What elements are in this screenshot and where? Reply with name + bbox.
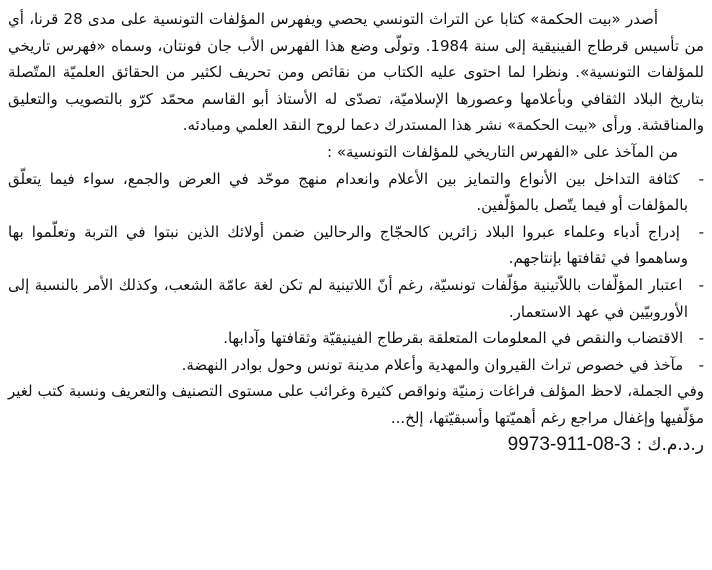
bullet-text: مآخذ في خصوص تراث القيروان والمهدية وأعلام مدينة تونس وحول بوادر النهضة. bbox=[181, 355, 684, 374]
bullet-item-1 bbox=[8, 166, 704, 219]
bullet-mark: - bbox=[698, 169, 704, 188]
bullet-item-5 bbox=[8, 352, 704, 379]
intro-paragraph: أصدر «بيت الحكمة» كتابا عن التراث التونسي يحصي ويفهرس المؤلفات التونسية على مدى 28 قرنا، أي من تأسيس قرطاج الفينيقية إلى سنة 1984. وتولّى وضع هذا الفهرس الأب جان فونتان، وسماه «فهرس تاريخي للمؤلفات التونسية». ونظرا لما احتوى عليه الكتاب من نقائص ومن تحريف لكثير من الحقائق العلميّة المتّصلة بتاريخ البلاد الثقافي وبأعلامها وعصورها الإسلاميّة، تصدّى له الأستاذ أبو القاسم محمّد كرّو بالتصويب والتعليق والمناقشة. ورأى «بيت الحكمة» نشر هذا المستدرك دعما لروح النقد العلمي ومبادئه. bbox=[8, 10, 704, 135]
bullet-text: كثافة التداخل بين الأنواع والتمايز بين الأعلام وانعدام منهج موحّد في العرض والجمع، سواء فيما يتعلّق بالمؤلفات أو فيما يتّصل بالمؤلّفين. bbox=[8, 169, 688, 215]
bullet-text: الاقتضاب والنقص في المعلومات المتعلقة بقرطاج الفينيقيّة وثقافتها وآدابها. bbox=[223, 329, 684, 348]
bullet-item-3 bbox=[8, 272, 704, 325]
conclusion-paragraph: وفي الجملة، لاحظ المؤلف فراغات زمنيّة ونواقص كثيرة وغرائب على مستوى التصنيف والتعريف ونسبة كتب لغير مؤلّفيها وإغفال مراجع رغم أهميّتها وأسبقيّتها، إلخ... bbox=[8, 382, 704, 427]
bullet-item-2 bbox=[8, 219, 704, 272]
document-body bbox=[8, 6, 704, 458]
bullet-mark: - bbox=[698, 329, 704, 348]
bullet-item-4 bbox=[8, 325, 704, 352]
bullet-mark: - bbox=[698, 355, 704, 374]
bullet-text: اعتبار المؤلّفات باللاّتينية مؤلّفات تونسيّة، رغم أنّ اللاتينية لم تكن لغة عامّة الشعب، وكذلك الأمر بالنسبة إلى الأوروبيّين في عهد الاستعمار. bbox=[8, 275, 688, 321]
bullet-text: إدراج أدباء وعلماء عبروا البلاد زائرين كالحجّاج والرحالين ضمن أولائك الذين نبتوا في التربة وتعلّموا بها وساهموا في ثقافتها بإنتاجهم. bbox=[8, 222, 688, 268]
isbn-label: ر.د.م.ك : bbox=[636, 434, 704, 455]
bullet-mark: - bbox=[698, 275, 704, 294]
isbn-number: 9973-911-08-3 bbox=[507, 433, 631, 455]
bullet-mark: - bbox=[698, 222, 704, 241]
isbn-line bbox=[8, 432, 704, 459]
criticism-heading: من المآخذ على «الفهرس التاريخي للمؤلفات التونسية» : bbox=[327, 142, 678, 161]
